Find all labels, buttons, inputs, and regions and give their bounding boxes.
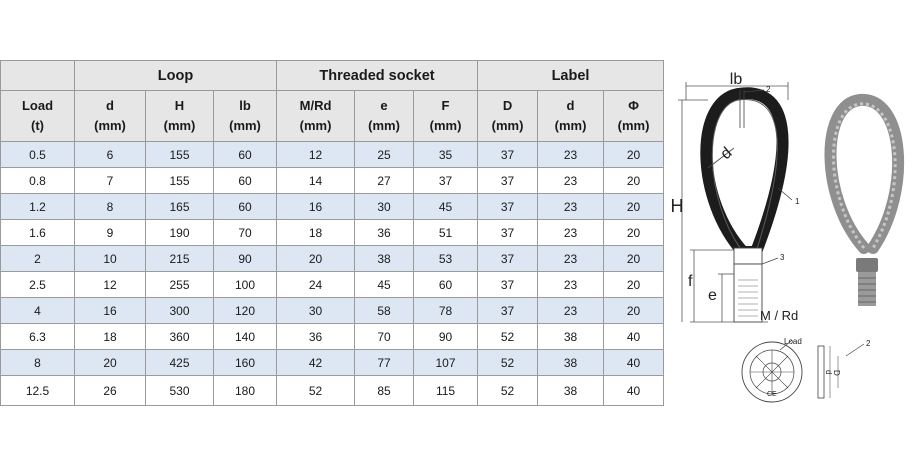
cell-socket-e: 36 [355,220,414,246]
cell-socket-f: 90 [414,324,478,350]
cell-loop-d: 12 [75,272,146,298]
column-header-label-d-small: d (mm) [538,91,604,142]
cell-socket-f: 45 [414,194,478,220]
cell-label-d-big: 37 [478,246,538,272]
cell-socket-f: 115 [414,376,478,406]
cell-socket-m-rd: 12 [277,142,355,168]
cell-socket-f: 53 [414,246,478,272]
column-header-load: Load (t) [1,91,75,142]
cell-label-d-small: 38 [538,324,604,350]
cell-label-d-small: 38 [538,376,604,406]
group-header-label: Label [478,61,664,91]
callout-3: 3 [780,253,785,262]
threaded-socket [734,264,762,322]
cell-load: 1.2 [1,194,75,220]
cell-label-phi: 20 [604,272,664,298]
table-row [1,350,664,376]
cell-label-d-small: 23 [538,298,604,324]
dimension-m-rd-label: M / Rd [760,308,799,323]
cell-socket-e: 38 [355,246,414,272]
cell-loop-lb: 180 [214,376,277,406]
table-row [1,376,664,406]
cell-loop-lb: 90 [214,246,277,272]
cell-socket-e: 77 [355,350,414,376]
cell-loop-d: 7 [75,168,146,194]
cell-socket-m-rd: 30 [277,298,355,324]
callout-2-label: 2 [866,339,871,348]
cell-socket-e: 70 [355,324,414,350]
cell-socket-e: 58 [355,298,414,324]
cell-socket-m-rd: 42 [277,350,355,376]
cell-socket-f: 107 [414,350,478,376]
cell-loop-h: 155 [146,142,214,168]
cell-loop-lb: 120 [214,298,277,324]
cell-loop-lb: 60 [214,194,277,220]
cell-label-d-big: 37 [478,298,538,324]
cell-loop-lb: 160 [214,350,277,376]
cell-load: 0.8 [1,168,75,194]
cell-label-phi: 20 [604,194,664,220]
column-header-label-phi: Φ (mm) [604,91,664,142]
table-row [1,298,664,324]
cell-label-phi: 20 [604,142,664,168]
cell-loop-d: 6 [75,142,146,168]
cell-loop-d: 18 [75,324,146,350]
group-header-loop: Loop [75,61,277,91]
cell-label-d-big: 37 [478,142,538,168]
label-tag-side [818,346,824,398]
cell-loop-h: 255 [146,272,214,298]
cell-socket-f: 51 [414,220,478,246]
cell-label-phi: 20 [604,246,664,272]
cell-label-d-big: 52 [478,376,538,406]
cell-loop-d: 9 [75,220,146,246]
cell-loop-h: 425 [146,350,214,376]
cell-label-phi: 20 [604,168,664,194]
cell-label-phi: 20 [604,220,664,246]
cell-load: 0.5 [1,142,75,168]
cell-label-phi: 40 [604,324,664,350]
column-header-label-d-big: D (mm) [478,91,538,142]
group-header-row [1,61,664,91]
cell-socket-m-rd: 24 [277,272,355,298]
cell-socket-e: 27 [355,168,414,194]
cell-label-d-small: 23 [538,220,604,246]
cell-label-d-small: 23 [538,272,604,298]
dimension-lb-label: lb [729,71,743,88]
cell-label-d-small: 23 [538,168,604,194]
dimension-e-label: e [708,287,717,304]
cell-loop-h: 300 [146,298,214,324]
cell-loop-lb: 70 [214,220,277,246]
cell-loop-lb: 60 [214,142,277,168]
column-header-row [1,91,664,142]
cell-socket-m-rd: 14 [277,168,355,194]
table-row [1,272,664,298]
cell-loop-lb: 60 [214,168,277,194]
cell-socket-m-rd: 52 [277,376,355,406]
table-row [1,246,664,272]
cell-socket-m-rd: 36 [277,324,355,350]
dimension-f-label: f [688,273,693,290]
cell-load: 12.5 [1,376,75,406]
table-row [1,168,664,194]
group-header-blank [1,61,75,91]
cell-socket-f: 35 [414,142,478,168]
ferrule [734,248,762,264]
cell-socket-f: 37 [414,168,478,194]
cell-socket-m-rd: 16 [277,194,355,220]
cell-loop-lb: 100 [214,272,277,298]
cell-loop-d: 10 [75,246,146,272]
cell-loop-d: 26 [75,376,146,406]
cell-loop-h: 190 [146,220,214,246]
column-header-loop-lb: lb (mm) [214,91,277,142]
column-header-loop-d: d (mm) [75,91,146,142]
table-row [1,142,664,168]
column-header-loop-h: H (mm) [146,91,214,142]
cell-label-d-small: 38 [538,350,604,376]
cell-loop-lb: 140 [214,324,277,350]
cell-load: 8 [1,350,75,376]
label-ce-text: CE [767,391,777,398]
cell-label-d-big: 37 [478,168,538,194]
cell-label-d-big: 52 [478,350,538,376]
cell-loop-d: 8 [75,194,146,220]
label-dimension-d-big: D [832,370,841,376]
cell-label-d-big: 37 [478,194,538,220]
cell-label-d-small: 23 [538,194,604,220]
cell-load: 4 [1,298,75,324]
cell-loop-d: 16 [75,298,146,324]
cell-socket-f: 78 [414,298,478,324]
cell-loop-h: 360 [146,324,214,350]
cell-socket-e: 30 [355,194,414,220]
cell-label-d-big: 37 [478,272,538,298]
sling-diagram [668,60,920,460]
label-dimension-d-small: d [824,370,833,375]
cell-label-phi: 40 [604,350,664,376]
table-row [1,324,664,350]
group-header-threaded-socket: Threaded socket [277,61,478,91]
cell-label-d-small: 23 [538,142,604,168]
cell-load: 2.5 [1,272,75,298]
cell-loop-h: 165 [146,194,214,220]
cell-loop-h: 530 [146,376,214,406]
column-header-socket-m-rd: M/Rd (mm) [277,91,355,142]
cell-socket-e: 85 [355,376,414,406]
column-header-socket-e: e (mm) [355,91,414,142]
dimension-d-label: d [717,144,736,164]
cell-loop-d: 20 [75,350,146,376]
column-header-socket-f: F (mm) [414,91,478,142]
specification-table [0,60,664,406]
cell-socket-f: 60 [414,272,478,298]
callout-2-top: 2 [766,85,771,94]
dimension-h-label: H [670,196,684,216]
cell-loop-h: 215 [146,246,214,272]
cell-loop-h: 155 [146,168,214,194]
cell-label-d-small: 23 [538,246,604,272]
cell-label-phi: 40 [604,376,664,406]
cell-load: 6.3 [1,324,75,350]
label-load-text: Load [784,337,802,346]
cell-label-phi: 20 [604,298,664,324]
cell-socket-m-rd: 18 [277,220,355,246]
cell-socket-e: 45 [355,272,414,298]
cell-socket-m-rd: 20 [277,246,355,272]
cell-label-d-big: 37 [478,220,538,246]
callout-1: 1 [795,197,800,206]
cell-socket-e: 25 [355,142,414,168]
table-row [1,194,664,220]
cell-label-d-big: 52 [478,324,538,350]
cell-load: 2 [1,246,75,272]
table-row [1,220,664,246]
wire-rope-loop [706,93,782,252]
cell-load: 1.6 [1,220,75,246]
